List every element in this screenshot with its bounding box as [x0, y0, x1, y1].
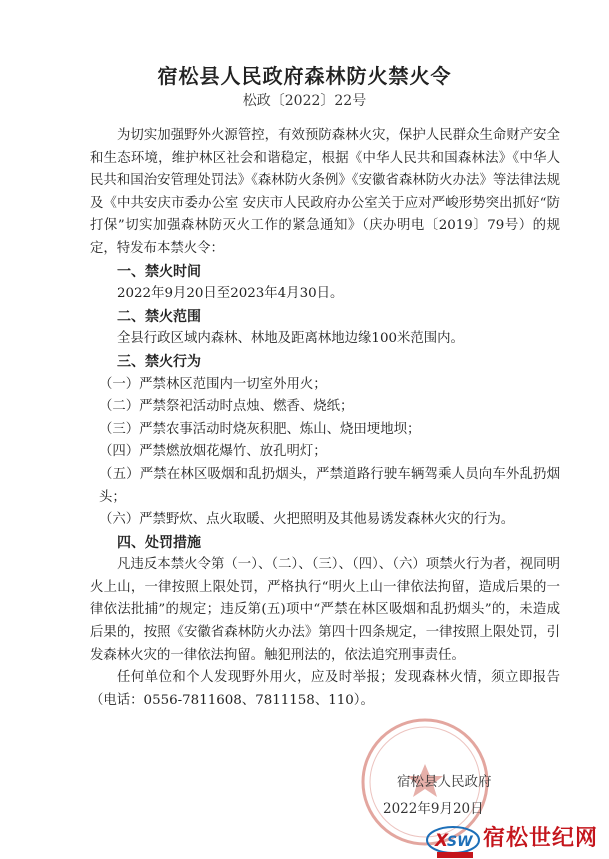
- section-heading-penalty: 四、处罚措施: [117, 534, 201, 551]
- behavior-item: （二）严禁祭祀活动时点烛、燃香、烧纸；: [99, 399, 354, 415]
- behavior-item: （四）严禁燃放烟花爆竹、放孔明灯；: [99, 444, 327, 460]
- svg-text:SW: SW: [447, 834, 473, 850]
- closing-paragraph: 任何单位和个人发现野外用火，应及时举报；发现森林火情，须立即报告（电话：0556-7811608、7811158、110）。: [90, 670, 560, 708]
- behavior-item: （六）严禁野炊、点火取暖、火把照明及其他易诱发森林火灾的行为。: [99, 512, 515, 528]
- section-heading-range: 二、禁火范围: [117, 308, 201, 325]
- behavior-item: （五）严禁在林区吸烟和乱扔烟头，严禁道路行驶车辆驾乘人员向车外乱扔烟头；: [99, 466, 560, 505]
- site-name: 宿松世纪网: [483, 826, 599, 851]
- section-text-penalty: 凡违反本禁火令第（一）、（二）、（三）、（四）、（六）项禁火行为者，视同明火上山，一律按照上限处罚，严格执行“明火上山一律依法拘留，造成后果的一律依法批捕”的规定；违反第(五)项中“严禁在林区吸烟和乱扔烟头”的，未造成后果的，按照《安徽省森林防火办法》第四十四条规定，一律按照上限处罚，引发森林火灾的一律依法拘留。触犯刑法的，依法追究刑事责任。: [90, 557, 560, 663]
- signer-name: 宿松县人民政府: [397, 774, 492, 790]
- document-number: 松政〔2022〕22号: [242, 93, 367, 109]
- document-body: [90, 125, 560, 712]
- section-heading-time: 一、禁火时间: [117, 263, 201, 280]
- behavior-item: （三）严禁农事活动时烧灰积肥、炼山、烧田埂地坝；: [99, 421, 421, 437]
- preamble-paragraph: 为切实加强野外火源管控，有效预防森林火灾，保护人民群众生命财产安全和生态环境，维护林区社会和谐稳定，根据《中华人民共和国森林法》《中华人民共和国治安管理处罚法》《森林防火条例》《安徽省森林防火办法》等法律法规及《中共安庆市委办公室 安庆市人民政府办公室关于应对严峻形势突出抓好“防打保”切实加强森林防灭火工作的紧急通知》（庆办明电〔2019〕79号）的规定，特发布本禁火令：: [90, 128, 560, 256]
- signing-date: 2022年9月20日: [383, 801, 484, 817]
- behavior-item: （一）严禁林区范围内一切室外用火；: [99, 376, 327, 392]
- svg-text:X: X: [435, 831, 449, 851]
- section-text-range: 全县行政区域内森林、林地及距离林地边缘100米范围内。: [117, 331, 464, 347]
- document-title: 宿松县人民政府森林防火禁火令: [157, 64, 452, 88]
- section-heading-behaviors: 三、禁火行为: [117, 353, 201, 370]
- section-text-time: 2022年9月20日至2023年4月30日。: [117, 286, 344, 302]
